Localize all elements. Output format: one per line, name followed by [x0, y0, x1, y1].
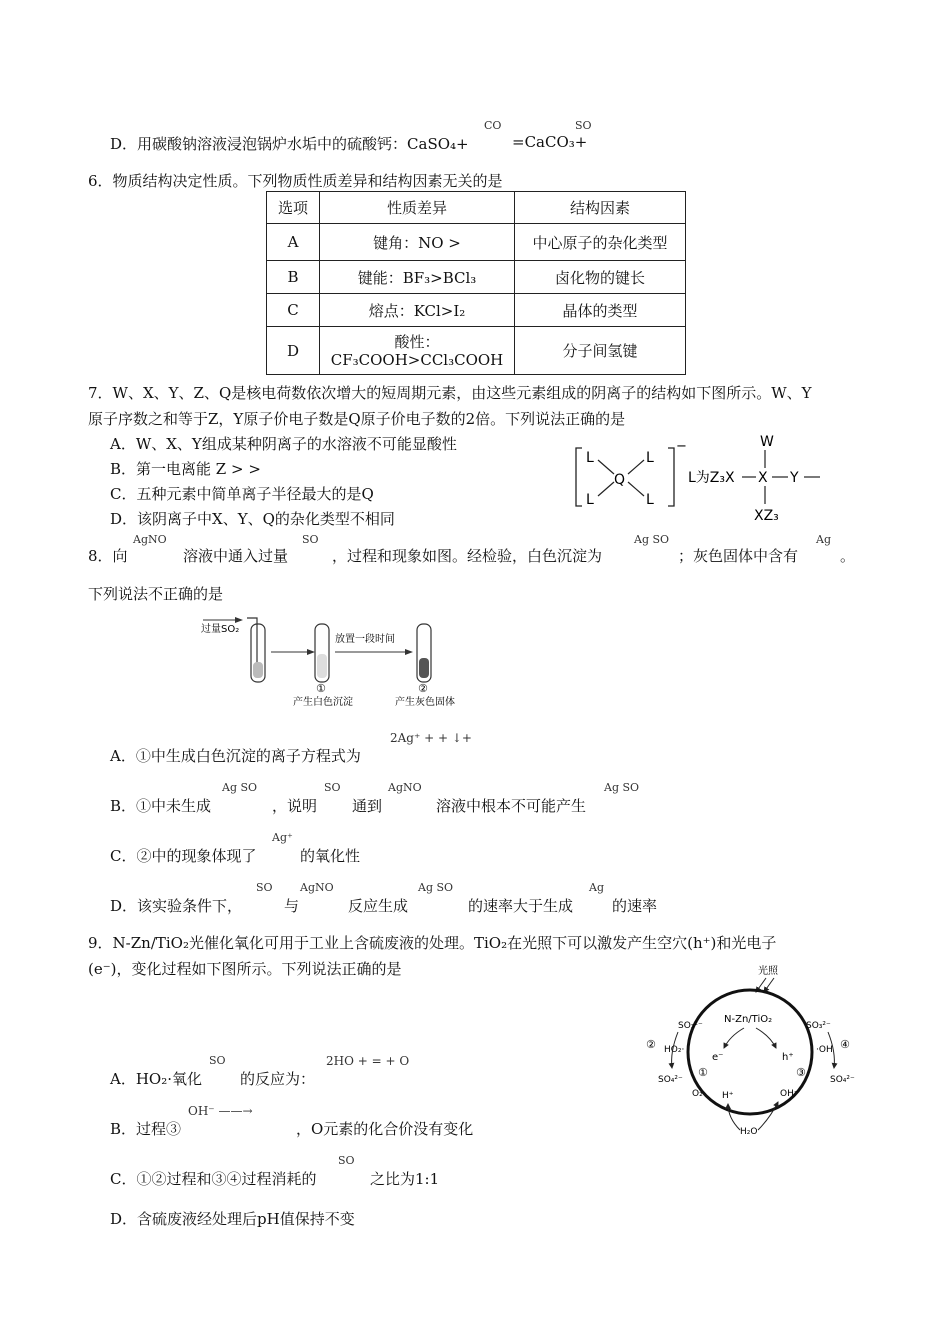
q7-l-bottom-left: L: [586, 492, 594, 508]
q8-wait-label: 放置一段时间: [335, 634, 395, 645]
q8-tube-0-liquid: [253, 662, 263, 678]
q6-row-b-prop: 键能：BF₃>BCl₃: [320, 261, 515, 294]
q9-h-plus: H⁺: [722, 1091, 734, 1101]
q9-option-d: D．含硫废液经处理后pH值保持不变: [110, 1210, 355, 1228]
q6-table: [266, 191, 686, 375]
q8-stem-c: ，过程和现象如图。经检验，白色沉淀为: [332, 547, 603, 565]
q6-row-b-cause: 卤化物的键长: [515, 261, 686, 294]
q9-option-c-r: SO: [338, 1154, 355, 1167]
q6-row-a-prop: 键角：NO >: [320, 224, 515, 261]
q8-gas-label: 过量SO₂: [201, 624, 240, 635]
q8-stem-e: 。: [840, 547, 856, 565]
q9-light-label: 光照: [758, 966, 778, 977]
q8-stem-line2: 下列说法不正确的是: [88, 585, 224, 603]
q9-option-c-b: 之比为1:1: [370, 1170, 440, 1188]
q7-stem-line2: 原子序数之和等于Z，Y原子价电子数是Q原子价电子数的2倍。下列说法正确的是: [88, 410, 626, 428]
q5-co3-sup: CO: [484, 119, 502, 132]
q9-option-a-b: 的反应为：: [240, 1070, 316, 1088]
q6-row-d-cause: 分子间氢键: [515, 327, 686, 375]
q6-header-option: 选项: [267, 192, 320, 224]
q9-option-c-a: C．①②过程和③④过程消耗的: [110, 1170, 317, 1188]
q9-catalyst-label: N-Zn/TiO₂: [724, 1014, 773, 1025]
q8-option-c-b: 的氧化性: [300, 847, 361, 865]
q9-num-1: ①: [698, 1066, 708, 1079]
q8-option-b-r1: Ag SO: [222, 781, 258, 794]
q8-label-2: 产生灰色固体: [395, 697, 455, 707]
q6-row-a-cause: 中心原子的杂化类型: [515, 224, 686, 261]
q7-anion-structure: [568, 430, 838, 525]
q8-option-d-a: D．该实验条件下，: [110, 897, 243, 915]
q8-ag2so3: Ag SO: [634, 533, 670, 546]
q8-num-1: ①: [316, 682, 326, 695]
q8-option-b-r2: SO: [324, 781, 341, 794]
q8-option-d-b: 与: [284, 897, 300, 915]
q8-stem-d: ；灰色固体中含有: [678, 547, 799, 565]
q6-row-a-opt: A: [267, 224, 320, 261]
q8-stem-a: 8．向: [88, 547, 128, 565]
q9-oh-radical: ·OH: [816, 1045, 833, 1055]
q9-option-b-a: B．过程③: [110, 1120, 182, 1138]
q7-l-bottom-right: L: [646, 492, 654, 508]
q7-option-d: D．该阴离子中X、Y、Q的杂化类型不相同: [110, 510, 395, 528]
q8-option-d-d: 的速率大于生成: [468, 897, 574, 915]
q7-option-b: B．第一电离能 Z > >: [110, 460, 261, 478]
q8-option-c-a: C．②中的现象体现了: [110, 847, 257, 865]
q6-row-c-cause: 晶体的类型: [515, 294, 686, 327]
q9-num-2: ②: [646, 1038, 656, 1051]
q9-option-a-r: SO: [209, 1054, 226, 1067]
q8-agno3: AgNO: [133, 533, 167, 546]
q7-q-center: Q: [614, 472, 626, 488]
q8-option-b-a: B．①中未生成: [110, 797, 212, 815]
q6-row-b-opt: B: [267, 261, 320, 294]
q7-l-top-left: L: [586, 450, 594, 466]
q8-option-d-r4: Ag: [589, 881, 604, 894]
q7-l-definition: L为Z₃X: [688, 470, 735, 486]
q9-so4-left: SO₄²⁻: [658, 1075, 683, 1085]
q8-option-b-r3: AgNO: [388, 781, 422, 794]
q9-option-b-b: ，O元素的化合价没有变化: [296, 1120, 474, 1138]
q7-x-center: X: [758, 470, 768, 486]
q9-num-3: ③: [796, 1066, 806, 1079]
q9-electron: e⁻: [712, 1052, 724, 1063]
q9-option-a-a: A．HO₂·氧化: [110, 1070, 202, 1088]
q8-option-d-r3: Ag SO: [418, 881, 454, 894]
q8-experiment-figure: [195, 612, 475, 707]
q8-option-d-e: 的速率: [612, 897, 658, 915]
q7-stem-line1: 7．W、X、Y、Z、Q是核电荷数依次增大的短周期元素，由这些元素组成的阴离子的结构如下图所示。W、Y: [88, 384, 812, 402]
q8-option-d-r1: SO: [256, 881, 273, 894]
q5-option-d: D．用碳酸钠溶液浸泡锅炉水垢中的硫酸钙：CaSO₄+: [110, 135, 469, 153]
q9-stem-line2: (e⁻)，变化过程如下图所示。下列说法正确的是: [88, 960, 402, 978]
q8-num-2: ②: [418, 682, 428, 695]
q9-hole: h⁺: [782, 1052, 794, 1063]
q7-w: W: [760, 434, 774, 450]
q9-ho2: HO₂·: [664, 1045, 685, 1055]
q8-tube-2-grey-solid: [419, 658, 429, 678]
q8-option-a: A．①中生成白色沉淀的离子方程式为: [110, 747, 361, 765]
q7-option-a: A．W、X、Y组成某种阴离子的水溶液不可能显酸性: [110, 435, 457, 453]
q9-so3-left: SO₃²⁻: [678, 1021, 703, 1031]
q7-option-c: C．五种元素中简单离子半径最大的是Q: [110, 485, 374, 503]
q9-h2o: H₂O: [740, 1127, 758, 1137]
q8-label-1: 产生白色沉淀: [293, 697, 353, 707]
q6-row-d-opt: D: [267, 327, 320, 375]
q8-option-d-r2: AgNO: [300, 881, 334, 894]
q8-ag: Ag: [816, 533, 831, 546]
q6-stem: 6．物质结构决定性质。下列物质性质差异和结构因素无关的是: [88, 172, 503, 190]
q8-option-a-equation: 2Ag⁺ + + ↓+: [390, 731, 472, 745]
q8-option-b-b: ，说明: [272, 797, 318, 815]
q7-l-top-right: L: [646, 450, 654, 466]
q5-so4-sup: SO: [575, 119, 592, 132]
q9-oh-minus: OH⁻: [780, 1089, 799, 1099]
q9-photocatalysis-figure: [640, 962, 865, 1137]
q8-stem-b: 溶液中通入过量: [183, 547, 289, 565]
q9-stem-line1: 9．N-Zn/TiO₂光催化氧化可用于工业上含硫废液的处理。TiO₂在光照下可以激发产生空穴(h⁺)和光电子: [88, 934, 777, 952]
q9-so3-right: SO₃²⁻: [806, 1021, 831, 1031]
q6-row-d-prop: 酸性： CF₃COOH>CCl₃COOH: [320, 327, 515, 375]
q9-option-a-equation: 2HO + = + O: [326, 1054, 410, 1068]
q6-header-cause: 结构因素: [515, 192, 686, 224]
q7-xz3: XZ₃: [754, 508, 779, 524]
q9-option-b-equation: OH⁻ ——→: [188, 1104, 253, 1118]
q8-option-b-r4: Ag SO: [604, 781, 640, 794]
q9-so4-right: SO₄²⁻: [830, 1075, 855, 1085]
q9-o2: O₂: [692, 1089, 703, 1099]
q6-row-c-prop: 熔点：KCl>I₂: [320, 294, 515, 327]
q5-mid: =CaCO₃+: [512, 133, 588, 151]
q7-charge: −: [676, 439, 687, 454]
q8-option-b-c: 通到: [352, 797, 383, 815]
q6-header-property: 性质差异: [320, 192, 515, 224]
q8-tube-1-white-precipitate: [317, 654, 327, 678]
q8-option-d-c: 反应生成: [348, 897, 409, 915]
q8-option-c-r: Ag⁺: [272, 831, 293, 844]
q6-row-c-opt: C: [267, 294, 320, 327]
q8-so2: SO: [302, 533, 319, 546]
q9-num-4: ④: [840, 1038, 850, 1051]
q7-y: Y: [790, 470, 799, 486]
q8-option-b-d: 溶液中根本不可能产生: [436, 797, 587, 815]
